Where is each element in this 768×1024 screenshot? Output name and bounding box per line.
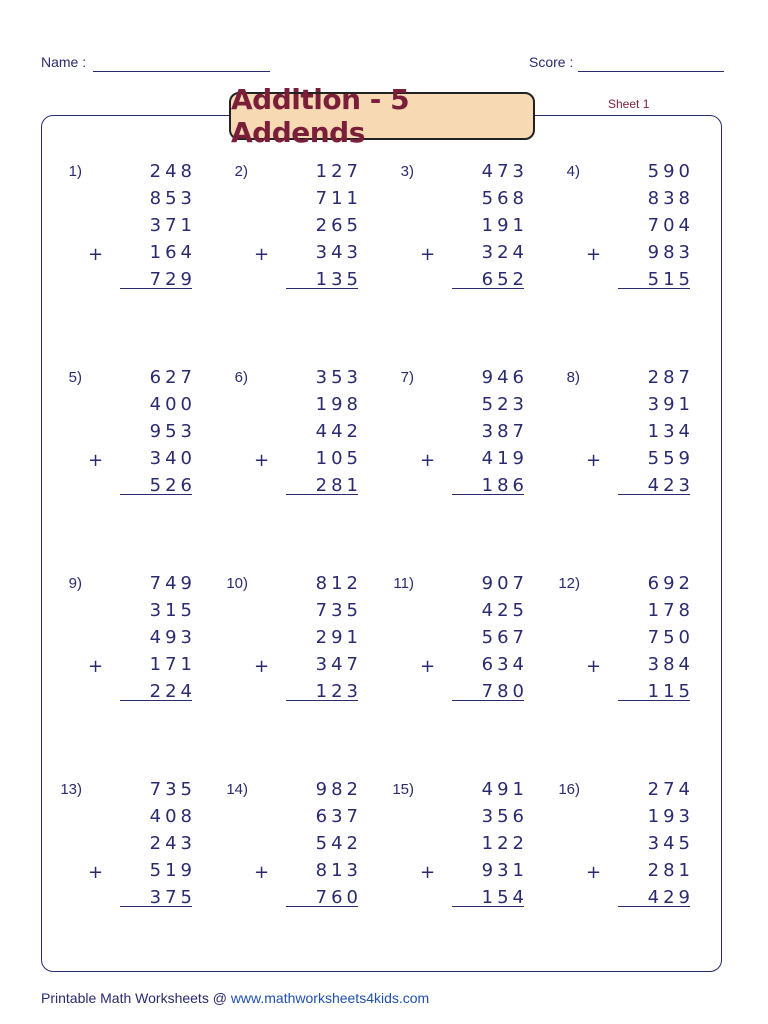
- addend: 343: [315, 242, 362, 263]
- addend: 154: [481, 887, 528, 908]
- answer-line[interactable]: [452, 906, 524, 907]
- addend: 178: [647, 600, 694, 621]
- addend: 704: [647, 215, 694, 236]
- plus-sign: +: [88, 244, 104, 265]
- addend: 953: [149, 421, 196, 442]
- plus-sign: +: [254, 450, 270, 471]
- addend: 408: [149, 806, 196, 827]
- answer-line[interactable]: [286, 288, 358, 289]
- addend: 907: [481, 573, 528, 594]
- plus-sign: +: [420, 244, 436, 265]
- problem-number: 2): [234, 163, 248, 180]
- addend: 115: [647, 681, 694, 702]
- answer-line[interactable]: [618, 494, 690, 495]
- addend: 281: [647, 860, 694, 881]
- addend: 493: [149, 627, 196, 648]
- addend: 491: [481, 779, 528, 800]
- problem-1: [46, 163, 196, 303]
- problem-7: [378, 369, 528, 509]
- addend: 135: [315, 269, 362, 290]
- addend: 356: [481, 806, 528, 827]
- answer-line[interactable]: [452, 494, 524, 495]
- addend: 567: [481, 627, 528, 648]
- problem-11: [378, 575, 528, 715]
- problem-number: 1): [68, 163, 82, 180]
- addend: 127: [315, 161, 362, 182]
- addend: 634: [481, 654, 528, 675]
- addend: 519: [149, 860, 196, 881]
- worksheet-title: Addition - 5 Addends: [229, 92, 535, 140]
- problem-13: [46, 781, 196, 921]
- answer-line[interactable]: [120, 494, 192, 495]
- problem-9: [46, 575, 196, 715]
- score-label: Score :: [529, 54, 574, 70]
- plus-sign: +: [88, 656, 104, 677]
- addend: 353: [315, 367, 362, 388]
- addend: 729: [149, 269, 196, 290]
- problem-number: 6): [234, 369, 248, 386]
- addend: 265: [315, 215, 362, 236]
- addend: 345: [647, 833, 694, 854]
- addend: 760: [315, 887, 362, 908]
- addend: 134: [647, 421, 694, 442]
- addend: 171: [149, 654, 196, 675]
- problem-2: [212, 163, 362, 303]
- addend: 559: [647, 448, 694, 469]
- addend: 750: [647, 627, 694, 648]
- problem-15: [378, 781, 528, 921]
- addend: 692: [647, 573, 694, 594]
- addend: 340: [149, 448, 196, 469]
- addend: 224: [149, 681, 196, 702]
- addend: 627: [149, 367, 196, 388]
- addend: 429: [647, 887, 694, 908]
- footer-link[interactable]: www.mathworksheets4kids.com: [230, 990, 430, 1006]
- problem-number: 8): [566, 369, 580, 386]
- plus-sign: +: [420, 450, 436, 471]
- problem-number: 12): [558, 575, 580, 592]
- plus-sign: +: [254, 244, 270, 265]
- addend: 419: [481, 448, 528, 469]
- addend: 735: [315, 600, 362, 621]
- answer-line[interactable]: [286, 906, 358, 907]
- problem-14: [212, 781, 362, 921]
- addend: 526: [149, 475, 196, 496]
- addend: 391: [647, 394, 694, 415]
- addend: 400: [149, 394, 196, 415]
- addend: 780: [481, 681, 528, 702]
- answer-line[interactable]: [618, 700, 690, 701]
- addend: 274: [647, 779, 694, 800]
- addend: 442: [315, 421, 362, 442]
- answer-line[interactable]: [286, 700, 358, 701]
- addend: 384: [647, 654, 694, 675]
- addend: 347: [315, 654, 362, 675]
- addend: 983: [647, 242, 694, 263]
- addend: 590: [647, 161, 694, 182]
- addend: 123: [315, 681, 362, 702]
- addend: 473: [481, 161, 528, 182]
- addend: 931: [481, 860, 528, 881]
- plus-sign: +: [88, 450, 104, 471]
- addend: 853: [149, 188, 196, 209]
- problem-number: 3): [400, 163, 414, 180]
- name-label: Name :: [41, 54, 87, 70]
- addend: 982: [315, 779, 362, 800]
- name-line[interactable]: [93, 71, 270, 72]
- problem-5: [46, 369, 196, 509]
- addend: 652: [481, 269, 528, 290]
- plus-sign: +: [586, 244, 602, 265]
- addend: 191: [481, 215, 528, 236]
- addend: 812: [315, 573, 362, 594]
- addend: 637: [315, 806, 362, 827]
- problem-10: [212, 575, 362, 715]
- footer-text: Printable Math Worksheets @: [41, 990, 231, 1006]
- problem-8: [544, 369, 694, 509]
- problem-number: 16): [558, 781, 580, 798]
- problem-number: 7): [400, 369, 414, 386]
- addend: 193: [647, 806, 694, 827]
- plus-sign: +: [586, 656, 602, 677]
- addend: 375: [149, 887, 196, 908]
- addend: 838: [647, 188, 694, 209]
- problem-16: [544, 781, 694, 921]
- answer-line[interactable]: [618, 288, 690, 289]
- problem-number: 4): [566, 163, 580, 180]
- plus-sign: +: [420, 656, 436, 677]
- plus-sign: +: [88, 862, 104, 883]
- addend: 711: [315, 188, 362, 209]
- addend: 735: [149, 779, 196, 800]
- addend: 198: [315, 394, 362, 415]
- plus-sign: +: [420, 862, 436, 883]
- problem-number: 11): [393, 575, 414, 592]
- addend: 105: [315, 448, 362, 469]
- addend: 387: [481, 421, 528, 442]
- answer-line[interactable]: [452, 700, 524, 701]
- plus-sign: +: [254, 862, 270, 883]
- addend: 243: [149, 833, 196, 854]
- plus-sign: +: [586, 862, 602, 883]
- plus-sign: +: [586, 450, 602, 471]
- addend: 425: [481, 600, 528, 621]
- addend: 324: [481, 242, 528, 263]
- problem-number: 14): [226, 781, 248, 798]
- addend: 186: [481, 475, 528, 496]
- problem-number: 15): [392, 781, 414, 798]
- addend: 315: [149, 600, 196, 621]
- problem-3: [378, 163, 528, 303]
- problem-12: [544, 575, 694, 715]
- problem-number: 13): [60, 781, 82, 798]
- addend: 542: [315, 833, 362, 854]
- addend: 291: [315, 627, 362, 648]
- addend: 749: [149, 573, 196, 594]
- problem-6: [212, 369, 362, 509]
- problem-number: 10): [226, 575, 248, 592]
- addend: 568: [481, 188, 528, 209]
- answer-line[interactable]: [120, 906, 192, 907]
- footer: [41, 990, 429, 1006]
- problem-number: 9): [68, 575, 82, 592]
- addend: 515: [647, 269, 694, 290]
- addend: 122: [481, 833, 528, 854]
- answer-line[interactable]: [120, 700, 192, 701]
- answer-line[interactable]: [618, 906, 690, 907]
- sheet-label: Sheet 1: [608, 97, 650, 111]
- score-line[interactable]: [578, 71, 724, 72]
- addend: 423: [647, 475, 694, 496]
- addend: 248: [149, 161, 196, 182]
- addend: 164: [149, 242, 196, 263]
- addend: 813: [315, 860, 362, 881]
- answer-line[interactable]: [286, 494, 358, 495]
- addend: 371: [149, 215, 196, 236]
- problem-number: 5): [68, 369, 82, 386]
- answer-line[interactable]: [120, 288, 192, 289]
- problem-4: [544, 163, 694, 303]
- addend: 523: [481, 394, 528, 415]
- plus-sign: +: [254, 656, 270, 677]
- addend: 281: [315, 475, 362, 496]
- answer-line[interactable]: [452, 288, 524, 289]
- addend: 946: [481, 367, 528, 388]
- addend: 287: [647, 367, 694, 388]
